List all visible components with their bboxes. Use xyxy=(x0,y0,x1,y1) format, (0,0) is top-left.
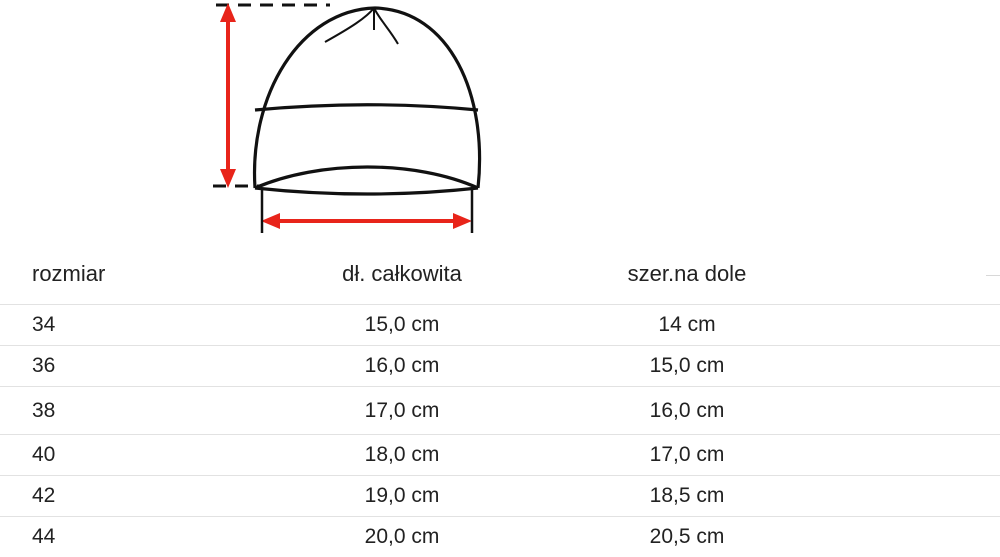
cell-width: 16,0 cm xyxy=(547,387,827,435)
cell-size: 42 xyxy=(0,476,257,517)
cell-size: 34 xyxy=(0,305,257,346)
cell-length: 15,0 cm xyxy=(257,305,547,346)
cell-length: 18,0 cm xyxy=(257,435,547,476)
hat-diagram xyxy=(0,0,1000,248)
cell-length: 17,0 cm xyxy=(257,387,547,435)
hat-seam-right xyxy=(374,8,398,44)
column-header-size: rozmiar xyxy=(0,250,257,305)
size-chart-table xyxy=(0,250,1000,557)
cell-extra xyxy=(827,517,1000,557)
cell-width: 20,5 cm xyxy=(547,517,827,557)
cell-length: 20,0 cm xyxy=(257,517,547,557)
cell-size: 44 xyxy=(0,517,257,557)
hat-brim-top-line xyxy=(255,105,478,110)
cell-extra xyxy=(827,305,1000,346)
cell-width: 15,0 cm xyxy=(547,346,827,387)
column-header-width: szer.na dole xyxy=(547,250,827,305)
cell-extra xyxy=(827,435,1000,476)
bottom-width-arrow xyxy=(261,213,472,229)
hat-diagram-svg xyxy=(0,0,1000,248)
column-header-length: dł. całkowita xyxy=(257,250,547,305)
cell-length: 19,0 cm xyxy=(257,476,547,517)
cell-width: 17,0 cm xyxy=(547,435,827,476)
table-row xyxy=(0,346,1000,387)
cell-width: 14 cm xyxy=(547,305,827,346)
cell-extra xyxy=(827,346,1000,387)
hat-brim-bottom-curve xyxy=(255,167,478,188)
table-row xyxy=(0,305,1000,346)
cell-width: 18,5 cm xyxy=(547,476,827,517)
hat-crown-outline xyxy=(255,8,480,188)
cell-size: 40 xyxy=(0,435,257,476)
cell-extra xyxy=(827,476,1000,517)
table-row xyxy=(0,387,1000,435)
table-row xyxy=(0,476,1000,517)
cell-size: 36 xyxy=(0,346,257,387)
cell-size: 38 xyxy=(0,387,257,435)
column-header-extra xyxy=(827,250,1000,305)
total-length-arrow xyxy=(220,3,236,188)
table-row xyxy=(0,517,1000,557)
cell-extra xyxy=(827,387,1000,435)
table-row xyxy=(0,435,1000,476)
hat-bottom-edge xyxy=(255,188,478,194)
cell-length: 16,0 cm xyxy=(257,346,547,387)
table-header-row xyxy=(0,250,1000,305)
